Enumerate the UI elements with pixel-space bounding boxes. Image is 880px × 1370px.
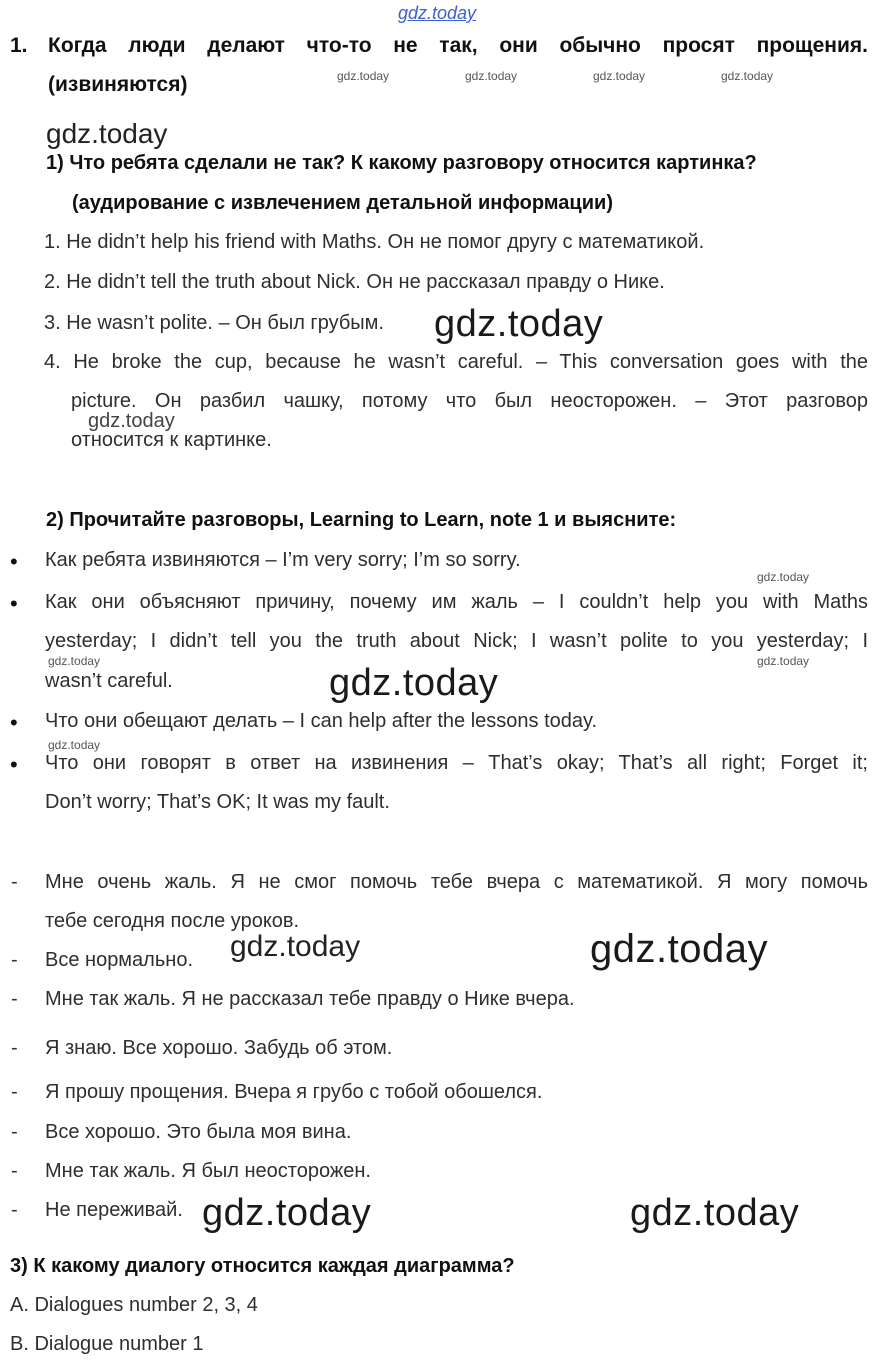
- task1-subtitle: (аудирование с извлечением детальной информации): [72, 192, 613, 214]
- dialogue-line: Я прошу прощения. Вчера я грубо с тобой обошелся.: [45, 1081, 543, 1103]
- dash-icon: -: [11, 1160, 18, 1182]
- watermark-large: gdz.today: [630, 1192, 800, 1234]
- watermark-medium: gdz.today: [46, 118, 168, 149]
- dialogue-line: Не переживай.: [45, 1199, 183, 1221]
- dialogue-line: Мне очень жаль. Я не смог помочь тебе вчера с математикой. Я могу помочь: [45, 871, 868, 893]
- watermark-large: gdz.today: [202, 1192, 372, 1234]
- dialogue-line: Мне так жаль. Я не рассказал тебе правду о Нике вчера.: [45, 988, 575, 1010]
- dialogue-line: Я знаю. Все хорошо. Забудь об этом.: [45, 1037, 393, 1059]
- task3-title: 3) К какому диалогу относится каждая диаграмма?: [10, 1255, 515, 1277]
- watermark-large: gdz.today: [590, 927, 768, 971]
- task2-bullet: Как они объясняют причину, почему им жаль – I couldn’t help you with Maths: [45, 591, 868, 613]
- watermark-medium: gdz.today: [88, 410, 175, 432]
- task1-item: 4. He broke the cup, because he wasn’t careful. – This conversation goes with the: [44, 351, 868, 373]
- task2-bullet-cont: Don’t worry; That’s OK; It was my fault.: [45, 791, 390, 813]
- task3-answer: A. Dialogues number 2, 3, 4: [10, 1294, 258, 1316]
- task1-item: 2. He didn’t tell the truth about Nick. Он не рассказал правду о Нике.: [44, 271, 665, 293]
- task3-answer: B. Dialogue number 1: [10, 1333, 204, 1355]
- task1-item-cont: относится к картинке.: [71, 429, 272, 451]
- watermark-small: gdz.today: [337, 69, 390, 83]
- task1-item: 3. He wasn’t polite. – Он был грубым.: [44, 312, 384, 334]
- task1-item-cont: picture. Он разбил чашку, потому что был неосторожен. – Этот разговор: [71, 390, 868, 412]
- task2-bullet: Что они говорят в ответ на извинения – That’s okay; That’s all right; Forget it;: [45, 752, 868, 774]
- task1-title: 1) Что ребята сделали не так? К какому разговору относится картинка?: [46, 152, 757, 174]
- watermark-small: gdz.today: [593, 69, 646, 83]
- task2-title: 2) Прочитайте разговоры, Learning to Learn, note 1 и выясните:: [46, 509, 677, 531]
- bullet-icon: •: [10, 752, 18, 777]
- bullet-icon: •: [10, 549, 18, 574]
- task2-bullet: Как ребята извиняются – I’m very sorry; I’m so sorry.: [45, 549, 521, 571]
- watermark-small: gdz.today: [465, 69, 518, 83]
- task2-bullet: Что они обещают делать – I can help after the lessons today.: [45, 710, 598, 732]
- watermark-small: gdz.today: [757, 570, 810, 584]
- watermark-small: gdz.today: [48, 738, 101, 752]
- watermark-medium: gdz.today: [230, 930, 361, 963]
- task1-item: 1. He didn’t help his friend with Maths. Он не помог другу с математикой.: [44, 231, 705, 253]
- dash-icon: -: [11, 1121, 18, 1143]
- bullet-icon: •: [10, 710, 18, 735]
- dash-icon: -: [11, 1199, 18, 1221]
- watermark-small: gdz.today: [48, 654, 101, 668]
- section-heading-line2: (извиняются): [48, 73, 188, 96]
- section-heading-line1: Когда люди делают что-то не так, они обычно просят прощения.: [48, 34, 868, 57]
- bullet-icon: •: [10, 591, 18, 616]
- watermark-small: gdz.today: [721, 69, 774, 83]
- dash-icon: -: [11, 1081, 18, 1103]
- dash-icon: -: [11, 988, 18, 1010]
- dash-icon: -: [11, 1037, 18, 1059]
- dialogue-line: Все хорошо. Это была моя вина.: [45, 1121, 352, 1143]
- watermark-top: gdz.today: [398, 3, 477, 23]
- watermark-large: gdz.today: [434, 303, 604, 345]
- dialogue-line: Все нормально.: [45, 949, 193, 971]
- task2-bullet-cont: yesterday; I didn’t tell you the truth about Nick; I wasn’t polite to you yesterday; I: [45, 630, 868, 652]
- dash-icon: -: [11, 871, 18, 893]
- dialogue-line: Мне так жаль. Я был неосторожен.: [45, 1160, 371, 1182]
- watermark-small: gdz.today: [757, 654, 810, 668]
- section-number: 1.: [10, 34, 28, 57]
- dash-icon: -: [11, 949, 18, 971]
- dialogue-line-cont: тебе сегодня после уроков.: [45, 910, 300, 932]
- watermark-large: gdz.today: [329, 662, 499, 704]
- task2-bullet-cont: wasn’t careful.: [45, 670, 173, 692]
